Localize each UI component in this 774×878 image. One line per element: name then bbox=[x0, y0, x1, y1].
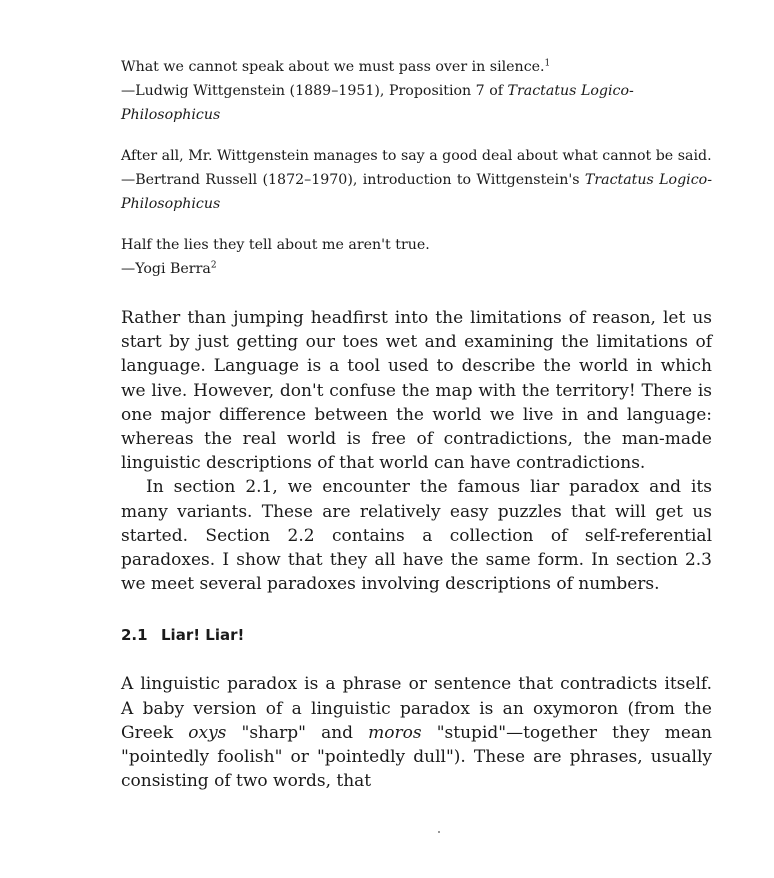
section-heading bbox=[121, 625, 712, 645]
intro-paragraph-1: Rather than jumping headfirst into the limitations of reason, let us start by just getting our toes wet and examining the limitations of language. Language is a tool used to describe the world in which we live. However, don't confuse the map with the territory! There is one major difference between the world we live in and language: whereas the real world is free of contradictions, the man-made linguistic descriptions of that world can have contradictions. bbox=[121, 308, 712, 474]
epigraph-attribution: —Bertrand Russell (1872–1970), introduction to Wittgenstein's Tractatus Logico-Philosophicus bbox=[121, 172, 712, 212]
epigraph-berra bbox=[121, 233, 712, 281]
footnote-ref[interactable]: 2 bbox=[210, 260, 217, 271]
epigraph-attribution: —Ludwig Wittgenstein (1889–1951), Proposition 7 of Tractatus Logico-Philosophicus bbox=[121, 83, 634, 123]
epigraph-wittgenstein bbox=[121, 55, 712, 127]
epigraph-russell bbox=[121, 144, 712, 216]
section-number: 2.1 bbox=[121, 626, 148, 645]
section-paragraph: A linguistic paradox is a phrase or sentence that contradicts itself. A baby version of a linguistic paradox is an oxymoron (from the Greek oxys "sharp" and moros "stupid"—together they mean "pointedly foolish" or "pointedly dull"). These are phrases, usually consisting of two words, that bbox=[121, 674, 712, 792]
footnote-ref[interactable]: 1 bbox=[544, 58, 551, 69]
epigraph-quote: Half the lies they tell about me aren't true. bbox=[121, 237, 430, 253]
section-title: Liar! Liar! bbox=[161, 626, 245, 645]
epigraph-attribution: —Yogi Berra$^2$ bbox=[121, 260, 217, 277]
epigraph-quote: After all, Mr. Wittgenstein manages to say a good deal about what cannot be said. bbox=[121, 148, 712, 164]
epigraph-quote: What we cannot speak about we must pass over in silence.$^1$ bbox=[121, 58, 551, 75]
page-content bbox=[121, 55, 712, 793]
scan-speck bbox=[438, 831, 440, 833]
intro-paragraph-2: In section 2.1, we encounter the famous liar paradox and its many variants. These are relatively easy puzzles that will get us started. Section 2.2 contains a collection of self-referential paradoxes. I show that they all have the same form. In section 2.3 we meet several paradoxes involving descriptions of numbers. bbox=[121, 477, 712, 595]
